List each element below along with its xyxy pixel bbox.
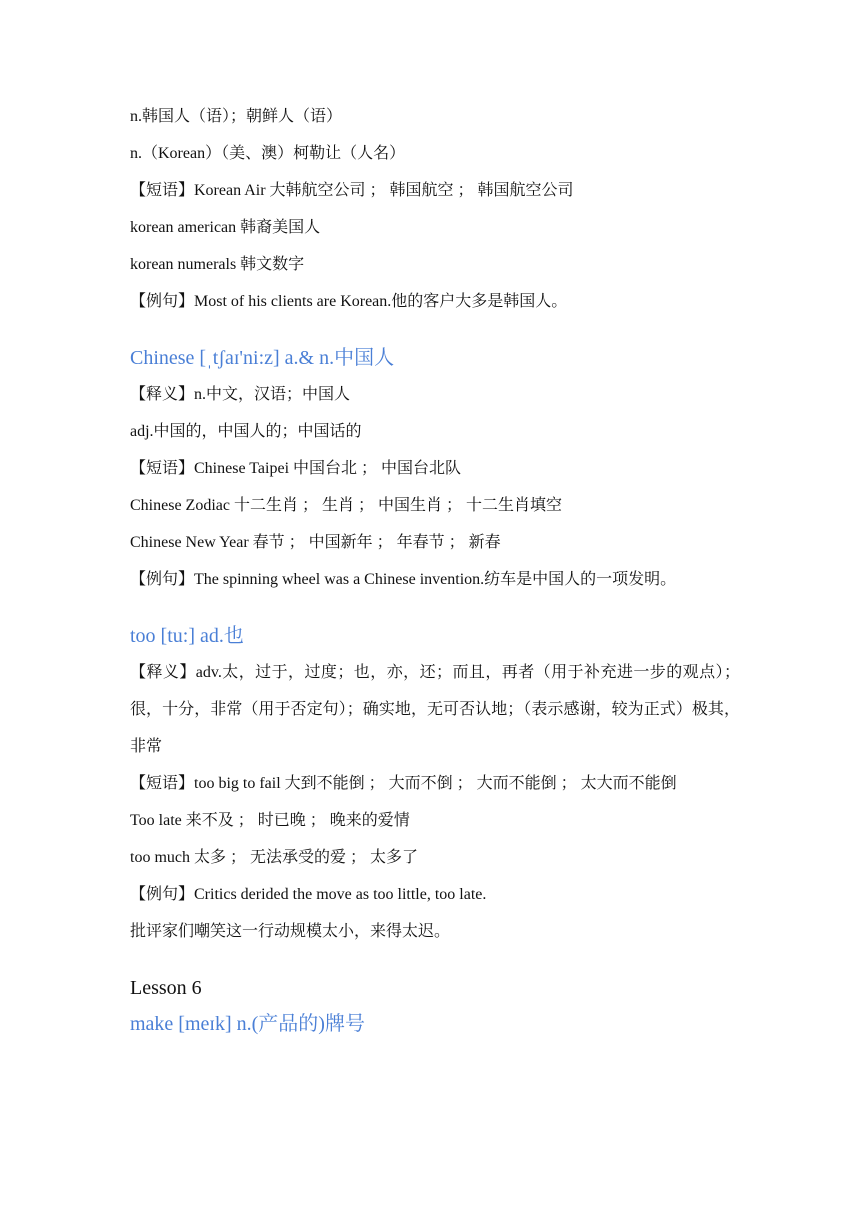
chinese-example: 【例句】The spinning wheel was a Chinese invention.纺车是中国人的一项发明。: [130, 571, 677, 588]
lesson-title: Lesson 6: [130, 977, 202, 999]
too-definition: 【释义】adv.太，过于，过度；也，亦，还；而且，再者（用于补充进一步的观点）；很，十分，非常（用于否定句）；确实地，无可否认地；（表示感谢，较为正式）极其，非常: [130, 664, 740, 755]
make-heading: make [meɪk] n.(产品的)牌号: [130, 1013, 365, 1035]
korean-phrase-1: 【短语】Korean Air 大韩航空公司 ； 韩国航空 ； 韩国航空公司: [130, 182, 574, 199]
chinese-entry: [130, 340, 740, 598]
lesson-section: [130, 970, 740, 1042]
too-example: 【例句】Critics derided the move as too little, too late.: [130, 886, 487, 903]
korean-entry: [130, 98, 740, 320]
korean-phrase-2: korean american 韩裔美国人: [130, 219, 321, 236]
chinese-definition: 【释义】n.中文，汉语；中国人: [130, 386, 351, 403]
chinese-phrase-2: Chinese Zodiac 十二生肖 ； 生肖 ； 中国生肖 ； 十二生肖填空: [130, 497, 562, 514]
korean-meaning-2: n.（Korean）（美、澳）柯勒让（人名）: [130, 145, 406, 162]
chinese-adj: adj.中国的，中国人的；中国话的: [130, 423, 362, 440]
document-page: [130, 98, 740, 1042]
chinese-phrase-3: Chinese New Year 春节 ； 中国新年 ； 年春节 ； 新春: [130, 534, 501, 551]
korean-meaning-1: n.韩国人（语）；朝鲜人（语）: [130, 108, 343, 125]
too-heading: too [tu:] ad.也: [130, 625, 244, 647]
chinese-phrase-1: 【短语】Chinese Taipei 中国台北 ； 中国台北队: [130, 460, 462, 477]
korean-phrase-3: korean numerals 韩文数字: [130, 256, 305, 273]
too-phrase-1: 【短语】too big to fail 大到不能倒 ； 大而不倒 ； 大而不能倒 ； 太大而不能倒: [130, 775, 677, 792]
korean-example: 【例句】Most of his clients are Korean.他的客户大多是韩国人。: [130, 293, 568, 310]
too-entry: [130, 618, 740, 950]
chinese-heading: Chinese [ˌtʃaɪ'ni:z] a.& n.中国人: [130, 347, 395, 369]
too-phrase-2: Too late 来不及 ； 时已晚 ； 晚来的爱情: [130, 812, 410, 829]
too-phrase-3: too much 太多 ； 无法承受的爱 ； 太多了: [130, 849, 418, 866]
too-example-translation: 批评家们嘲笑这一行动规模太小，来得太迟。: [130, 923, 451, 940]
